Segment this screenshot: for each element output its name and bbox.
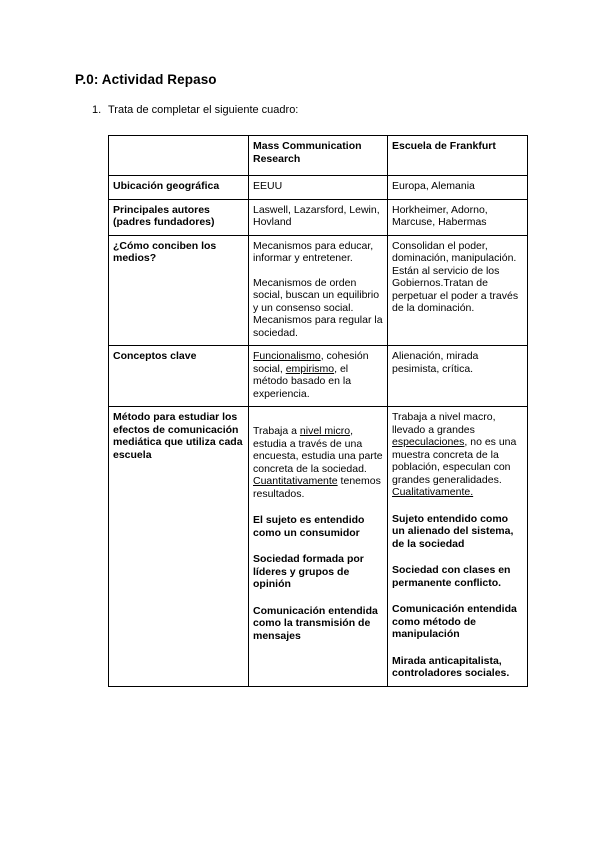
- cell-medios-frankfurt: Consolidan el poder, dominación, manipulación. Están al servicio de los Gobiernos.Tratan de perpetuar el poder a través de la dominación.: [388, 235, 528, 346]
- table-row-ubicacion: [109, 176, 528, 200]
- cell-metodo-frankfurt: [388, 407, 528, 687]
- conceptos-mass-text-2: , el método basado en la experiencia.: [253, 362, 352, 400]
- table-row-conceptos: [109, 346, 528, 407]
- cell-ubicacion-frankfurt: Europa, Alemania: [388, 176, 528, 200]
- metodo-mass-paragraph: [253, 425, 383, 500]
- metodo-frank-text-2: , no es una muestra concreta de la población, especulan con grandes generalidades.: [392, 436, 517, 486]
- term-cuantitativamente: Cuantitativamente: [253, 475, 338, 487]
- row-label-medios: ¿Cómo conciben los medios?: [109, 235, 249, 346]
- metodo-mass-bold-2: Sociedad formada por líderes y grupos de opinión: [253, 553, 364, 590]
- cell-medios-mass: [249, 235, 388, 346]
- metodo-mass-text-3: tenemos resultados.: [253, 475, 381, 500]
- cell-autores-mass: Laswell, Lazarsford, Lewin, Hovland: [249, 199, 388, 235]
- medios-mass-paragraph-1: Mecanismos para educar, informar y entretener.: [253, 239, 374, 264]
- page-heading: P.0: Actividad Repaso: [75, 72, 217, 87]
- row-label-metodo: Método para estudiar los efectos de comunicación mediática que utiliza cada escuela: [109, 407, 249, 687]
- metodo-frank-bold-3: Comunicación entendida como método de manipulación: [392, 603, 517, 640]
- header-escuela-frankfurt: Escuela de Frankfurt: [388, 136, 528, 176]
- row-label-ubicacion: Ubicación geográfica: [109, 176, 249, 200]
- instruction: [92, 104, 298, 116]
- instruction-number: 1.: [92, 104, 102, 116]
- term-cualitativamente: Cualitativamente.: [392, 486, 474, 498]
- row-label-autores: Principales autores (padres fundadores): [109, 199, 249, 235]
- comparison-table: [108, 135, 528, 687]
- term-nivel-micro: nivel micro: [299, 425, 351, 437]
- metodo-mass-bold-3: Comunicación entendida como la transmisión de mensajes: [253, 604, 378, 642]
- cell-ubicacion-mass: EEUU: [249, 176, 388, 200]
- metodo-frank-text-1: Trabaja a nivel macro, llevado a grandes: [392, 411, 496, 436]
- metodo-frank-bold-2: Sociedad con clases en permanente conflicto.: [392, 564, 511, 589]
- table-header-row: [109, 136, 528, 176]
- term-especulaciones: especulaciones: [392, 436, 465, 448]
- metodo-mass-bold-1: El sujeto es entendido como un consumidor: [253, 514, 365, 539]
- metodo-mass-text-1: Trabaja a: [253, 425, 300, 437]
- metodo-mass-text-2: , estudia a través de una encuesta, estudia una parte concreta de la sociedad.: [253, 425, 383, 475]
- metodo-frankfurt-paragraph: [392, 411, 523, 499]
- term-funcionalismo: Funcionalismo: [253, 350, 321, 362]
- cell-conceptos-frankfurt: Alienación, mirada pesimista, crítica.: [388, 346, 528, 407]
- metodo-frank-bold-4: Mirada anticapitalista, controladores sociales.: [392, 654, 510, 679]
- cell-conceptos-mass: [249, 346, 388, 407]
- table-row-medios: [109, 235, 528, 346]
- medios-mass-paragraph-2: Mecanismos de orden social, buscan un equilibrio y un consenso social. Mecanismos para regular la sociedad.: [253, 276, 383, 339]
- header-empty-cell: [109, 136, 249, 176]
- metodo-frank-bold-1: Sujeto entendido como un alienado del sistema, de la sociedad: [392, 512, 514, 550]
- term-empirismo: empirismo: [285, 362, 335, 375]
- conceptos-mass-text-1: , cohesión social,: [253, 350, 369, 375]
- table-row-autores: [109, 199, 528, 235]
- header-mass-communication: Mass Communication Research: [249, 136, 388, 176]
- table-row-metodo: [109, 407, 528, 687]
- instruction-text: Trata de completar el siguiente cuadro:: [108, 104, 299, 116]
- row-label-conceptos: Conceptos clave: [109, 346, 249, 407]
- cell-autores-frankfurt: Horkheimer, Adorno, Marcuse, Habermas: [388, 199, 528, 235]
- cell-metodo-mass: [249, 407, 388, 687]
